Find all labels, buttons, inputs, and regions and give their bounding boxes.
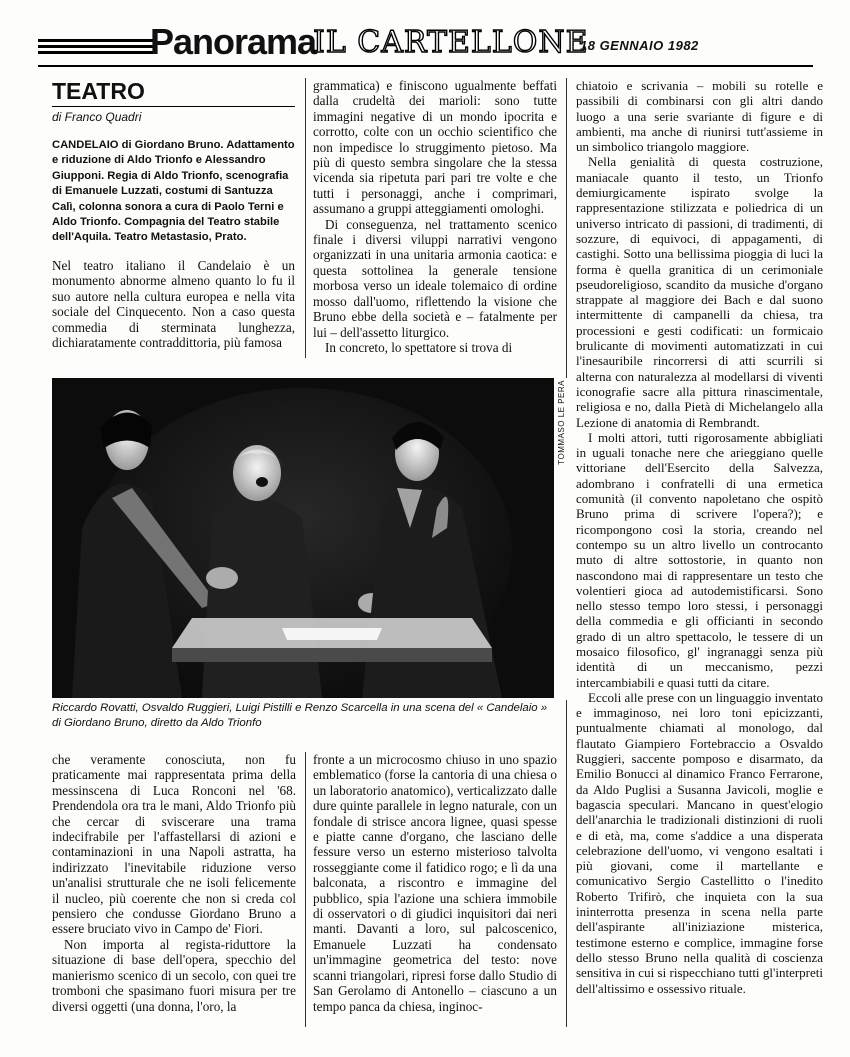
production-credits: CANDELAIO di Giordano Bruno. Adattamento e riduzione di Aldo Trionfo e Alessandro Giupponi. Regia di Aldo Trionfo, scenografia di Emanuele Luzzati, costumi di Santuzza Calì, colonna sonora a cura di Paolo Terni e Aldo Trionfo. Compagnia del Teatro stabile dell'Aquila. Teatro Metastasio, Prato. [52,139,295,244]
article-column-1-bottom [52,752,296,1014]
article-column-2-top [313,78,557,355]
byline: di Franco Quadri [52,110,142,124]
paragraph: chiatoio e scrivania – mobili su rotelle e passibili di combinarsi con gli altri dando luogo a una serie svariante di figure e di ambienti, ma anche di riunirsi tutt'assieme in un simbolico triangolo maggiore. [576,78,823,155]
paragraph: grammatica) e finiscono ugualmente beffati dalla crudeltà dei marioli: sono tutte immagini negative di un mondo ipocrita e corrotto, colte con un occhio scientifico che non impedisce lo struggimento pietoso. Ma più di questo sembra singolare che la stessa vicenda sia ripetuta pari pari tre volte e che tutti i personaggi, anche i comprimari, assumano a gruppi atteggiamenti omologhi. [313,78,557,217]
scene-photo [52,378,554,698]
paragraph: Non importa al regista-riduttore la situazione di base dell'opera, specchio del manierismo scenico di un secolo, con quei tre tromboni che spasimano fuori misura per tre diversi oggetti (una donna, l'oro, la [52,936,296,1014]
column-divider [566,700,567,1027]
paragraph: I molti attori, tutti rigorosamente abbigliati in uguali tonache nere che arieggiano quelle vittoriane dell'Esercito della Salvezza, adombrano i confratelli di una ermetica comunità (il convento napoletano che ospitò Bruno prima di scrivere l'opera?); e ricompongono così la storia, creando nel contempo su un altro livello un controcanto muto di altre sottostorie, in quanto non nascondono mai di rappresentare un testo che volentieri gioca ad autodemistificarsi. Sono nello stesso tempo loro stessi, i personaggi della commedia e gli officianti in secondo grado di un altro spettacolo, le tessere di un mosaico filosofico, gl' ingranaggi senza più identità di un meccanismo, pezzi intercambiabili e quasi tutti da citare. [576,429,823,690]
title-rule [52,106,295,107]
header-rule [38,65,813,67]
paragraph: Eccoli alle prese con un linguaggio inventato e immaginoso, nei loro toni epicizzanti, puntualmente chiamati al monologo, dal flautato Giampiero Fortebraccio a Osvaldo Ruggieri, saccente pomposo e disarmato, da Emilio Bonucci al dinamico Franco Ferrarone, da Aldo Puglisi a Susanna Javicoli, moglie e bagascia speculari. Mancano in quest'elogio dell'anarchia le tradizionali distinzioni di ruoli e di età, ma, come s'addice a una disperata celebrazione dell'uomo, vi vengono esaltati i più giovani, come il martellante e comunicativo Sergio Castellitto o l'inedito Roberto Trifirò, che inquieta con la sua ininterrotta presenza in scena nella parte dell'aspirante all'iniziazione misterica, testimone esterno e complice, immagine forse dello stesso Bruno nella qualità di coscienza sensitiva in cui si rispecchiano tutti gl'interpreti dell'altissimo e ossessivo rituale. [576,689,823,996]
paragraph: Di conseguenza, nel trattamento scenico finale i diversi viluppi narrativi vengono organizzati in una unitaria armonia caotica: e questa sottolinea la generale tensione morbosa verso un ideale tolemaico di ordine mosso dall'uomo, riflettendo la visione che Bruno ebbe della società e – fatalmente per lui – dell'assetto liturgico. [313,216,557,340]
photo-credit: TOMMASO LE PERA [557,380,566,465]
article-column-1-top [52,258,295,350]
paragraph: che veramente conosciuta, non fu praticamente mai rappresentata prima della messinscena di Luca Ronconi nel '68. Prendendola ora tra le mani, Aldo Trionfo più che cercar di sviscerare una trama indecifrabile per l'affastellarsi di azioni e contaminazioni in una Napoli astratta, ha indirizzato l'inevitabile riduzione verso un'analisi strutturale che ne isoli felicemente il nucleo, più coerente che non si creda col pensiero che condusse Giordano Bruno a essere bruciato vivo in Campo de' Fiori. [52,752,296,937]
paragraph: Nella genialità di questa costruzione, maniacale quanto il testo, un Trionfo demiurgicamente ispirato svolge la rappresentazione stilizzata e poliedrica di un universo intricato di passioni, di tradimenti, di sozzure, di equivoci, di appagamenti, di castighi. Sotto una bellissima pioggia di luci la forma è quella granitica di un cerimoniale pseudoreligioso, scandito da musiche d'organo strappate al maggiore dei Bach e dal suono intermittente di campanelli da chiesa, tra processioni e gesti codificati: un formicaio brulicante di movimenti automatizzati in cui l'inesauribile rincorrersi di atti scurrili si alterna con naturalezza al modellarsi di viventi iconografie sacre alla pittura rinascimentale, religiosa e no, dalla Pietà di Michelangelo alla Lezione di anatomia di Rembrandt. [576,154,823,430]
article-column-3 [576,78,823,996]
scene-photo-illustration [52,378,554,698]
paragraph: In concreto, lo spettatore si trova di [325,339,513,355]
section-title: TEATRO [52,78,145,104]
column-divider [305,752,306,1027]
paragraph: fronte a un microcosmo chiuso in uno spazio emblematico (forse la cantoria di una chiesa o un laboratorio anatomico), verticalizzato dalle dure quinte parallele in legno naturale, con un fondale di strisce ancora lignee, quasi spesse e piatte canne d'organo, che lasciano delle fessure verso un esterno misterioso talvolta rosseggiante come il fatidico rogo; e lì da una balconata, a riscontro e immagine del pubblico, spia l'azione una schiera immobile di osservatori o di giudici inquisitori dai neri manti. Davanti a loro, sul palcoscenico, Emanuele Luzzati ha condensato un'immagine geometrica del testo: nove scanni triangolari, ripresi forse dallo Studio di San Gerolamo di Antonello – ciascuno a un tempo panca da chiesa, inginoc- [313,752,557,1014]
issue-date: 18 GENNAIO 1982 [580,38,699,53]
photo-caption: Riccardo Rovatti, Osvaldo Ruggieri, Luigi Pistilli e Renzo Scarcella in una scena del « Candelaio » di Giordano Bruno, diretto da Aldo Trionfo [52,702,548,729]
column-divider [305,78,306,358]
rubric-title: IL CARTELLONE [313,25,589,60]
article-column-2-bottom [313,752,557,1014]
column-divider [566,78,567,378]
paragraph: Nel teatro italiano il Candelaio è un monumento abnorme almeno quanto lo fu il suo autore nella cultura europea e nella vita sociale del Cinquecento. Non a caso questa commedia di sterminata lunghezza, dichiaratamente contraddittoria, più famosa [52,258,295,351]
section-masthead: Panorama [150,21,317,62]
masthead-rules [38,39,156,61]
